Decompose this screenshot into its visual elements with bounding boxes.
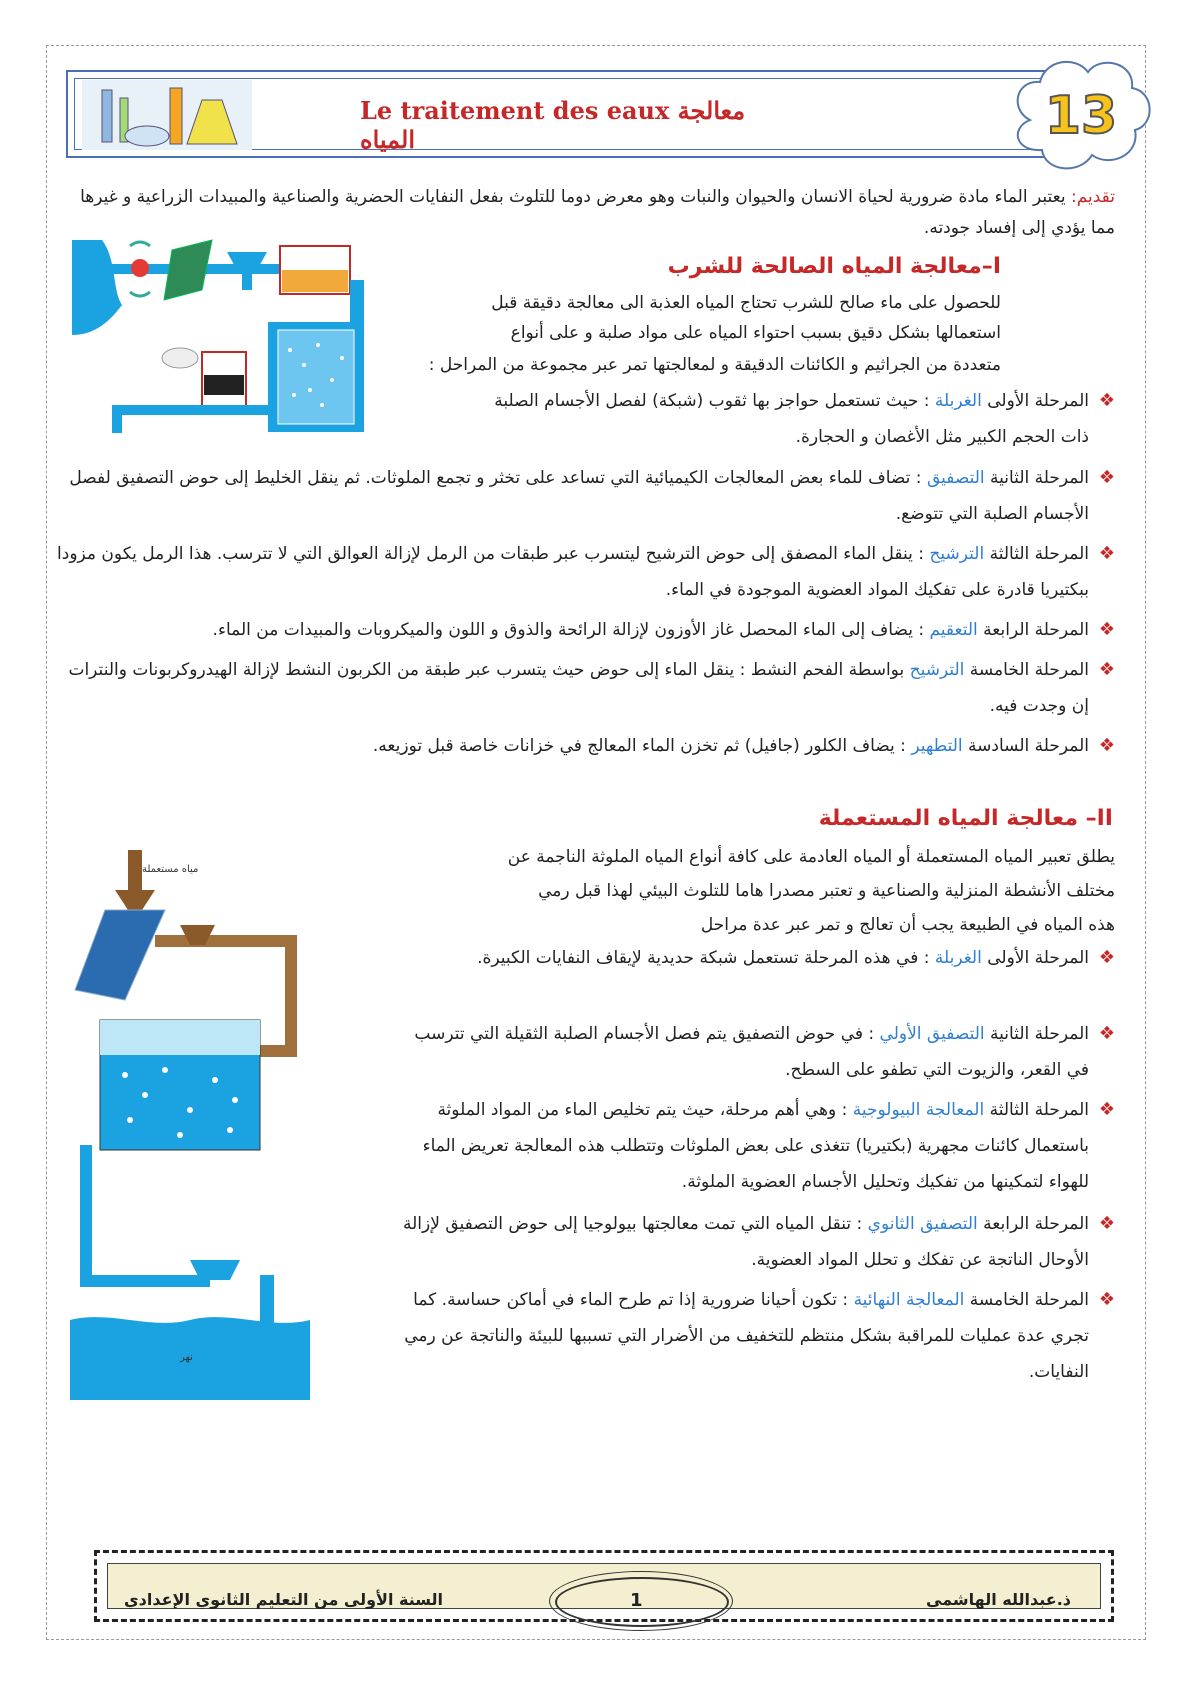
diamond-bullet-icon: ❖ bbox=[1098, 947, 1115, 968]
section2-line3: هذه المياه في الطبيعة يجب أن تعالج و تمر عبر عدة مراحل bbox=[700, 915, 1115, 935]
diamond-bullet-icon: ❖ bbox=[1098, 1099, 1115, 1120]
intro-text: يعتبر الماء مادة ضرورية لحياة الانسان والحيوان والنبات وهو معرض دوما للتلوث بفعل النفايات الحضرية والصناعية والمبيدات الزراعية و غيرها مما يؤدي إلى إفساد جودته. bbox=[80, 187, 1115, 238]
stage-name: التعقيم bbox=[929, 620, 978, 640]
stage-name: التطهير bbox=[911, 736, 963, 756]
diamond-bullet-icon: ❖ bbox=[1098, 659, 1115, 680]
diamond-bullet-icon: ❖ bbox=[1098, 735, 1115, 756]
page-title: Le traitement des eaux معالجة المياه bbox=[360, 96, 746, 154]
stage-name: الغربلة bbox=[934, 948, 982, 968]
section2-line2: مختلف الأنشطة المنزلية والصناعية و تعتبر مصدرا هاما للتلوث البيئي لهذا قبل رمي bbox=[538, 881, 1115, 901]
stage-name: الترشيح bbox=[909, 660, 965, 680]
diamond-bullet-icon: ❖ bbox=[1098, 1023, 1115, 1044]
section2-line1: يطلق تعبير المياه المستعملة أو المياه العادمة على كافة أنواع المياه الملوثة الناجمة عن bbox=[507, 847, 1115, 867]
s2-stage-3: ❖ المرحلة الثالثة المعالجة البيولوجية : وهي أهم مرحلة، حيث يتم تخليص الماء من المواد الملوثة باستعمال كائنات مجهرية (بكتيريا) تتغذى على بعض الملوثات وتتطلب هذه المعالجة تعريض الماء للهواء لتمكينها من تفكيك وتحليل الأجسام العضوية الملوثة. bbox=[399, 1092, 1115, 1200]
s1-stage-3: ❖ المرحلة الثالثة الترشيح : ينقل الماء المصفق إلى حوض الترشيح ليتسرب عبر طبقات من الرمل لإزالة العوالق التي لا تترسب. هذا الرمل يكون مزودا ببكتيريا قادرة على تفكيك المواد العضوية الموجودة في الماء. bbox=[49, 536, 1115, 608]
s2-stage-2: ❖ المرحلة الثانية التصفيق الأولي : في حوض التصفيق يتم فصل الأجسام الصلبة الثقيلة التي تترسب في القعر، والزيوت التي تطفو على السطح. bbox=[399, 1016, 1115, 1088]
drinking-water-diagram bbox=[72, 240, 402, 450]
diamond-bullet-icon: ❖ bbox=[1098, 543, 1115, 564]
s2-stage-1: ❖ المرحلة الأولى الغربلة : في هذه المرحلة تستعمل شبكة حديدية لإيقاف النفايات الكبيرة. bbox=[399, 940, 1115, 976]
river-label: نهر bbox=[180, 1352, 193, 1363]
stage-name: الترشيح bbox=[929, 544, 985, 564]
used-water-label: مياه مستعملة bbox=[142, 864, 199, 875]
section2-heading: II– معالجة المياه المستعملة bbox=[818, 806, 1113, 831]
stage-name: المعالجة البيولوجية bbox=[852, 1100, 985, 1120]
stage-name: التصفيق الثانوي bbox=[867, 1214, 978, 1234]
intro-paragraph bbox=[65, 182, 1115, 244]
diamond-bullet-icon: ❖ bbox=[1098, 619, 1115, 640]
lab-glassware-image bbox=[82, 80, 252, 150]
footer-level: السنة الأولى من التعليم الثانوي الإعدادي bbox=[124, 1590, 444, 1609]
s1-stage-6: ❖ المرحلة السادسة التطهير : يضاف الكلور (جافيل) ثم تخزن الماء المعالج في خزانات خاصة قبل توزيعه. bbox=[49, 728, 1115, 764]
s1-stage-5: ❖ المرحلة الخامسة الترشيح بواسطة الفحم النشط : ينقل الماء إلى حوض حيث يتسرب عبر طبقة من الكربون النشط لإزالة الهيدروكربونات والنترات إن وجدت فيه. bbox=[49, 652, 1115, 724]
diamond-bullet-icon: ❖ bbox=[1098, 390, 1115, 411]
section1-heading: I–معالجة المياه الصالحة للشرب bbox=[667, 254, 1001, 279]
lesson-number: 13 bbox=[1044, 86, 1118, 146]
diamond-bullet-icon: ❖ bbox=[1098, 467, 1115, 488]
section1-line2: استعمالها بشكل دقيق بسبب احتواء المياه على مواد صلبة و على أنواع bbox=[510, 323, 1001, 343]
section1-line1: للحصول على ماء صالح للشرب تحتاج المياه العذبة الى معالجة دقيقة قبل bbox=[491, 293, 1001, 313]
s1-stage-1: ❖ المرحلة الأولى الغربلة : حيث تستعمل حواجز بها ثقوب (شبكة) لفصل الأجسام الصلبة ذات الحجم الكبير مثل الأغصان و الحجارة. bbox=[469, 383, 1115, 455]
section1-line3: متعددة من الجراثيم و الكائنات الدقيقة و لمعالجتها تمر عبر مجموعة من المراحل : bbox=[428, 355, 1001, 375]
stage-name: الغربلة bbox=[934, 391, 982, 411]
page-number: 1 bbox=[630, 1590, 643, 1611]
diamond-bullet-icon: ❖ bbox=[1098, 1213, 1115, 1234]
s1-stage-4: ❖ المرحلة الرابعة التعقيم : يضاف إلى الماء المحصل غاز الأوزون لإزالة الرائحة والذوق و اللون والميكروبات والمبيدات من الماء. bbox=[49, 612, 1115, 648]
s2-stage-4: ❖ المرحلة الرابعة التصفيق الثانوي : تنقل المياه التي تمت معالجتها بيولوجيا إلى حوض التصفيق لإزالة الأوحال الناتجة عن تفكك و تحلل المواد العضوية. bbox=[399, 1206, 1115, 1278]
stage-name: المعالجة النهائية bbox=[853, 1290, 965, 1310]
s2-stage-5: ❖ المرحلة الخامسة المعالجة النهائية : تكون أحيانا ضرورية إذا تم طرح الماء في أماكن حساسة. كما تجري عدة عمليات للمراقبة بشكل منتظم للتخفيف من الأضرار التي تسببها للبيئة والناتجة عن رمي النفايات. bbox=[399, 1282, 1115, 1390]
s1-stage-2: ❖ المرحلة الثانية التصفيق : تضاف للماء بعض المعالجات الكيميائية التي تساعد على تخثر و تجمع الملوثات. ثم ينقل الخليط إلى حوض التصفيق لفصل الأجسام الصلبة التي تتوضع. bbox=[49, 460, 1115, 532]
footer-author: ذ.عبدالله الهاشمي bbox=[926, 1590, 1071, 1609]
stage-name: التصفيق الأولي bbox=[879, 1024, 985, 1044]
intro-label: تقديم: bbox=[1070, 187, 1115, 207]
wastewater-diagram bbox=[70, 864, 330, 1400]
stage-name: التصفيق bbox=[926, 468, 985, 488]
diamond-bullet-icon: ❖ bbox=[1098, 1289, 1115, 1310]
